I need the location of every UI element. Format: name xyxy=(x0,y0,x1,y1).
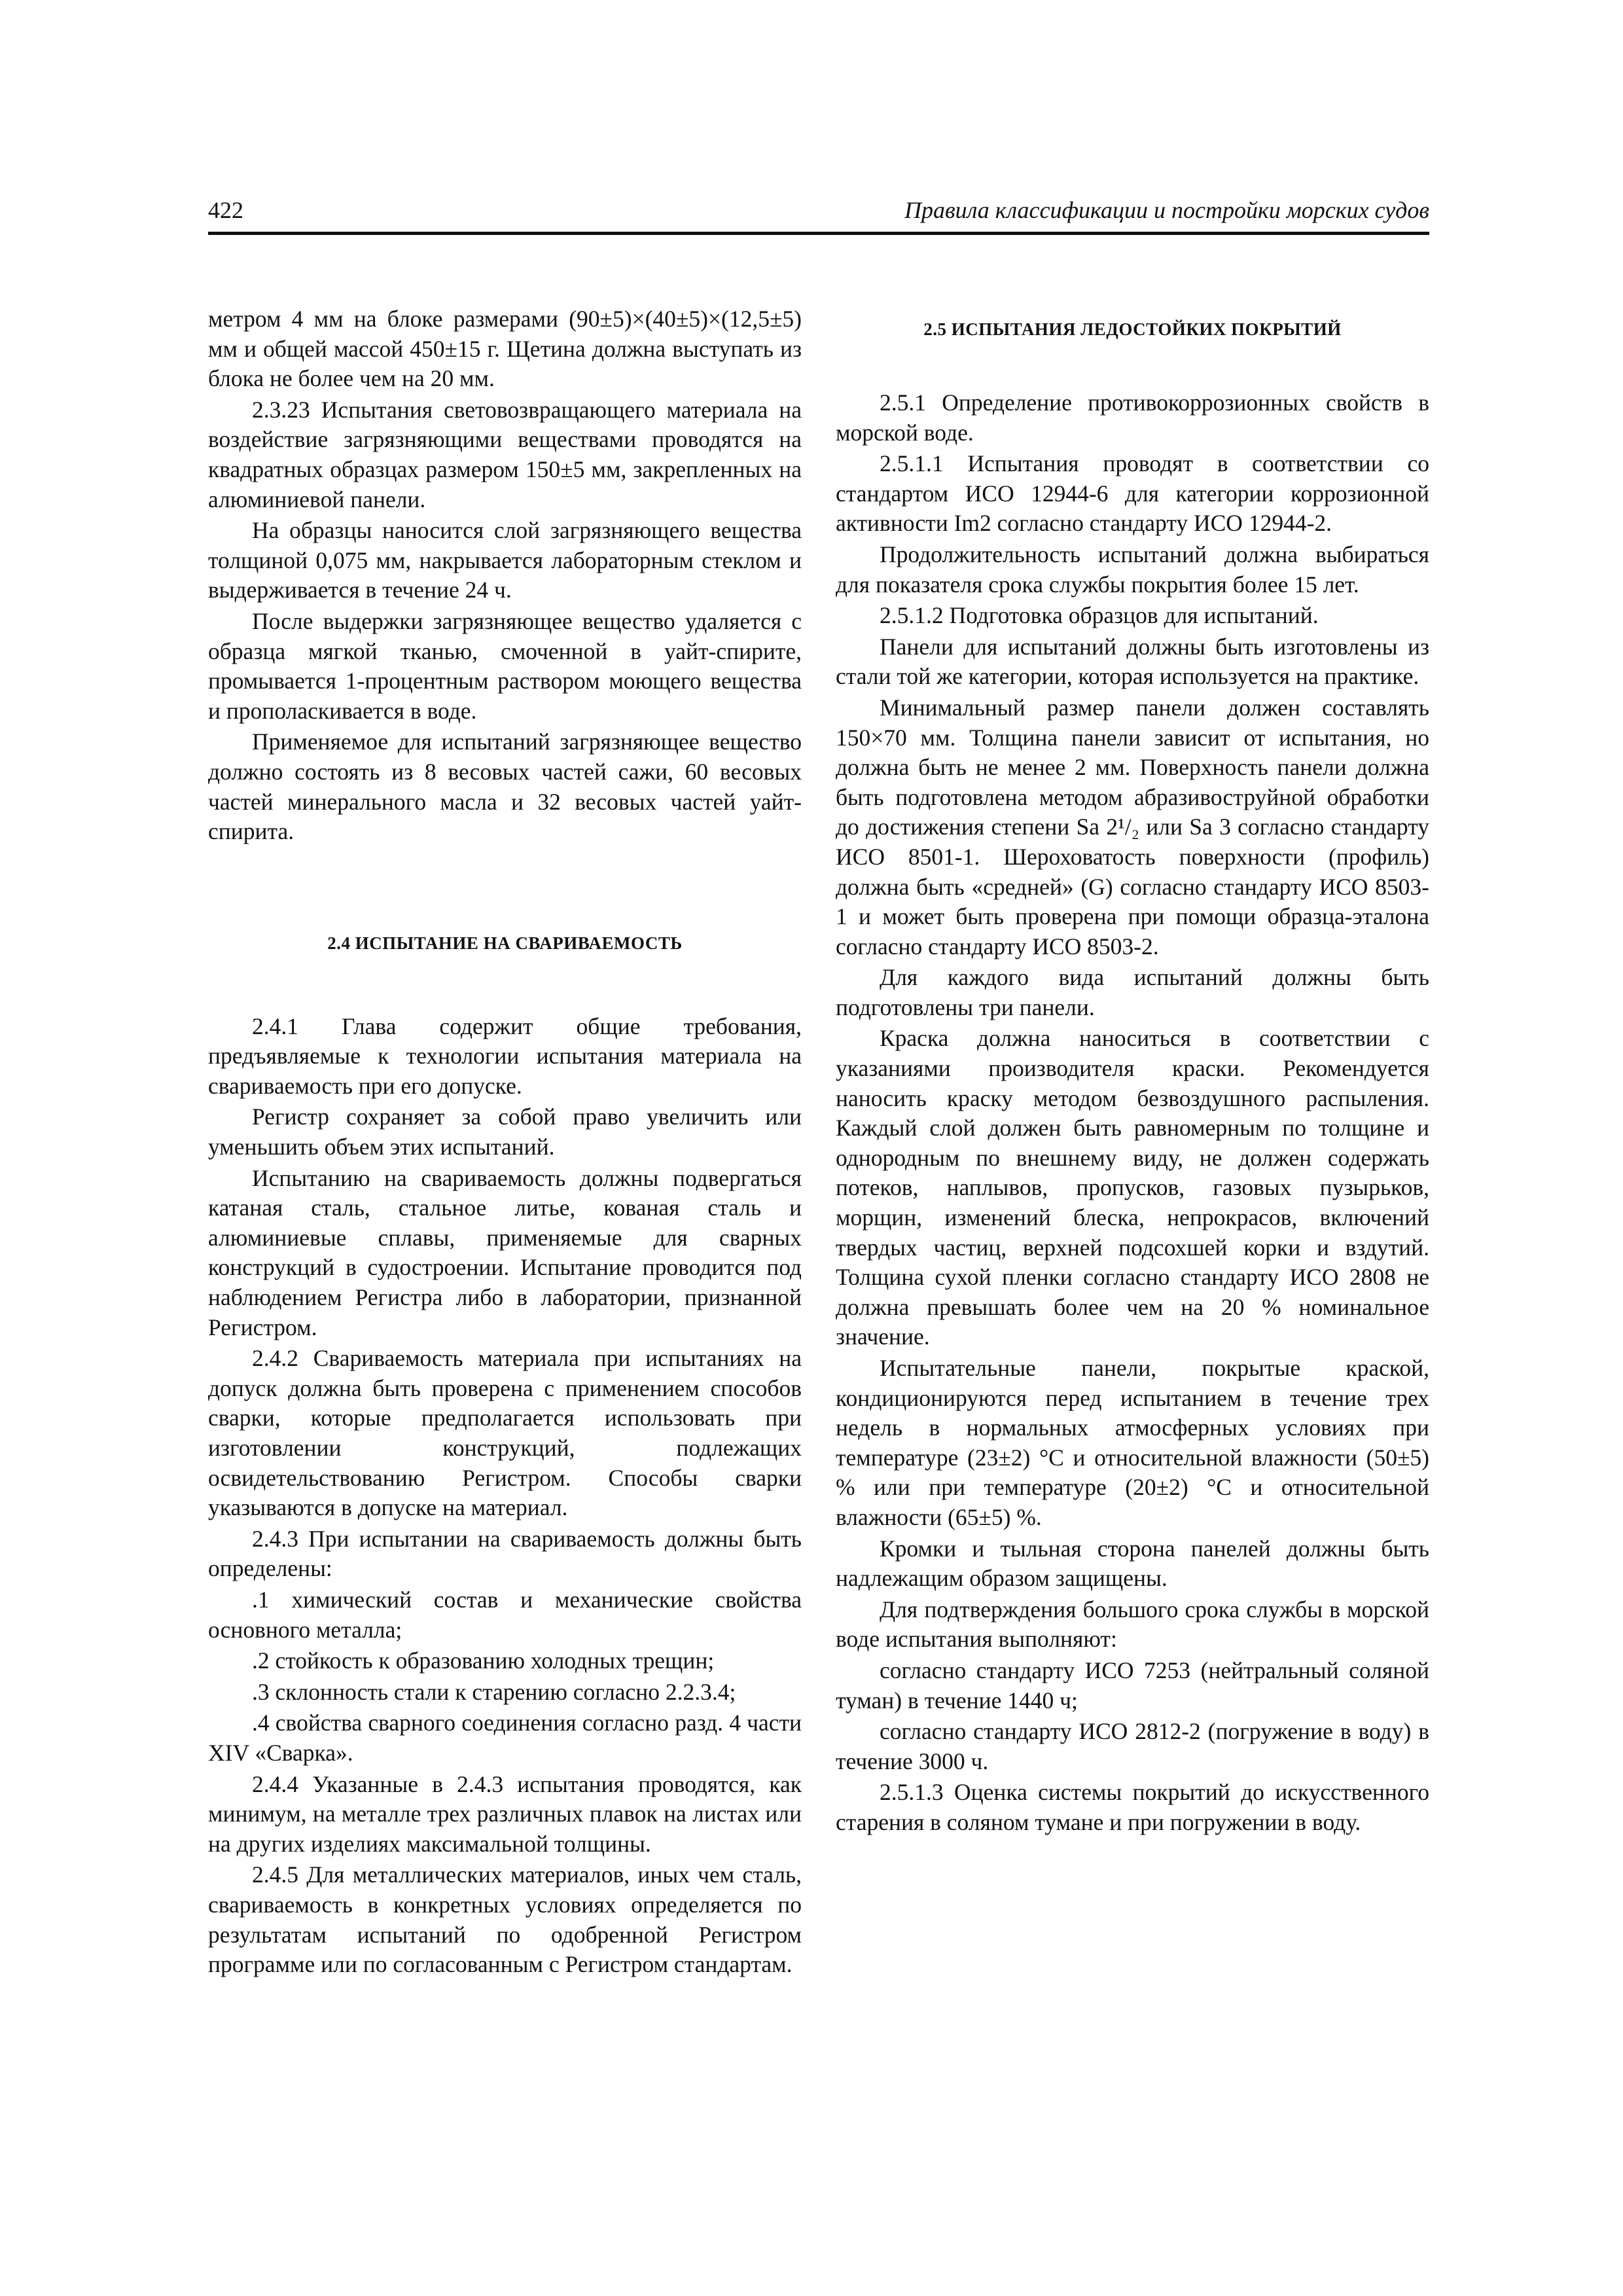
paragraph: Испытательные панели, покрытые краской, кондиционируются перед испытанием в течение трех недель в нормальных атмосферных условиях при температуре (23±2) °С и относительной влажности (50±5) % или при температуре (20±2) °С и относительной влажности (65±5) %. xyxy=(836,1355,1429,1530)
paragraph: Краска должна наноситься в соответствии с указаниями производителя краски. Рекомендуется наносить краску методом безвоздушного распыления. Каждый слой должен быть равномерным по толщине и однородным по внешнему виду, не должен содержать потеков, наплывов, пропусков, газовых пузырьков, морщин, изменений блеска, непрокрасов, включений твердых частиц, верхней подсохшей корки и вздутий. Толщина сухой пленки согласно стандарту ИСО 2808 не должна превышать более чем на 20 % номинальное значение. xyxy=(836,1025,1429,1350)
paragraph: 2.5.1.3 Оценка системы покрытий до искусственного старения в соляном тумане и при погружении в воду. xyxy=(836,1779,1429,1835)
paragraph: 2.4.3 При испытании на свариваемость должны быть определены: xyxy=(208,1525,802,1582)
list-item: .1 химический состав и механические свойства основного металла; xyxy=(208,1586,802,1643)
page-header xyxy=(208,196,1429,234)
paragraph: 2.4.4 Указанные в 2.4.3 испытания проводятся, как минимум, на металле трех различных плавок на листах или на других изделиях максимальной толщины. xyxy=(208,1770,802,1857)
paragraph: На образцы наносится слой загрязняющего вещества толщиной 0,075 мм, накрывается лабораторным стеклом и выдерживается в течение 24 ч. xyxy=(208,517,802,603)
paragraph: Испытанию на свариваемость должны подвергаться катаная сталь, стальное литье, кованая сталь и алюминиевые сплавы, применяемые для сварных конструкций в судостроении. Испытание проводится под наблюдением Регистра либо в лаборатории, признанной Регистром. xyxy=(208,1164,802,1340)
page-number: 422 xyxy=(208,197,243,223)
paragraph: Продолжительность испытаний должна выбираться для показателя срока службы покрытия более 15 лет. xyxy=(836,541,1429,598)
paragraph: 2.5.1.2 Подготовка образцов для испытаний. xyxy=(880,602,1319,629)
left-column xyxy=(208,304,802,1981)
running-title: Правила классификации и постройки морских судов xyxy=(904,197,1429,223)
paragraph: 2.4.1 Глава содержит общие требования, предъявляемые к технологии испытания материала на свариваемость при его допуске. xyxy=(208,1013,802,1099)
paragraph: Применяемое для испытаний загрязняющее вещество должно состоять из 8 весовых частей сажи, 60 весовых частей минерального масла и 32 весовых частей уайт-спирита. xyxy=(208,728,802,845)
section-heading: 2.4 ИСПЫТАНИЕ НА СВАРИВАЕМОСТЬ xyxy=(327,933,683,953)
paragraph: 2.5.1.1 Испытания проводят в соответствии со стандартом ИСО 12944-6 для категории коррозионной активности Im2 согласно стандарту ИСО 12944-2. xyxy=(836,450,1429,537)
paragraph: Панели для испытаний должны быть изготовлены из стали той же категории, которая используется на практике. xyxy=(836,633,1429,690)
paragraph: согласно стандарту ИСО 2812-2 (погружение в воду) в течение 3000 ч. xyxy=(836,1718,1429,1774)
paragraph: согласно стандарту ИСО 7253 (нейтральный соляной туман) в течение 1440 ч; xyxy=(836,1657,1429,1713)
paragraph: 2.4.5 Для металлических материалов, иных чем сталь, свариваемость в конкретных условиях определяется по результатам испытаний по одобренной Регистром программе или по согласованным с Регистром стандартам. xyxy=(208,1861,802,1978)
paragraph: Для каждого вида испытаний должны быть подготовлены три панели. xyxy=(836,964,1429,1020)
paragraph: 2.3.23 Испытания световозвращающего материала на воздействие загрязняющими веществами проводятся на квадратных образцах размером 150±5 мм, закрепленных на алюминиевой панели. xyxy=(208,396,802,512)
paragraph: Кромки и тыльная сторона панелей должны быть надлежащим образом защищены. xyxy=(836,1535,1429,1592)
list-item: .3 склонность стали к старению согласно 2.2.3.4; xyxy=(252,1678,736,1705)
paragraph: Регистр сохраняет за собой право увеличить или уменьшить объем этих испытаний. xyxy=(208,1103,802,1160)
section-heading: 2.5 ИСПЫТАНИЯ ЛЕДОСТОЙКИХ ПОКРЫТИЙ xyxy=(923,319,1342,339)
paragraph: Для подтверждения большого срока службы в морской воде испытания выполняют: xyxy=(836,1596,1429,1653)
header-rule xyxy=(208,232,1429,235)
paragraph: После выдержки загрязняющее вещество удаляется с образца мягкой тканью, смоченной в уайт-спирите, промывается 1-процентным раствором моющего вещества и прополаскивается в воде. xyxy=(208,607,802,724)
list-item: .4 свойства сварного соединения согласно разд. 4 части XIV «Сварка». xyxy=(208,1710,802,1766)
list-item: .2 стойкость к образованию холодных трещин; xyxy=(252,1647,715,1674)
paragraph: метром 4 мм на блоке размерами (90±5)×(40±5)×(12,5±5) мм и общей массой 450±15 г. Щетина должна выступать из блока не более чем на 20 мм. xyxy=(208,306,802,392)
paragraph: 2.4.2 Свариваемость материала при испытаниях на допуск должна быть проверена с применением способов сварки, которые предполагается использовать при изготовлении конструкций, подлежащих освидетельствованию Регистром. Способы сварки указываются в допуске на материал. xyxy=(208,1345,802,1521)
paragraph: 2.5.1 Определение противокоррозионных свойств в морской воде. xyxy=(836,389,1429,446)
paragraph: Минимальный размер панели должен составлять 150×70 мм. Толщина панели зависит от испытания, но должна быть не менее 2 мм. Поверхность панели должна быть подготовлена методом абразивоструйной обработки до достижения степени Sa 2¹/₂ или Sa 3 согласно стандарту ИСО 8501-1. Шероховатость поверхности (профиль) должна быть «средней» (G) согласно стандарту ИСО 8503-1 и может быть проверена при помощи образца-эталона согласно стандарту ИСО 8503-2. xyxy=(836,694,1429,960)
right-column xyxy=(836,304,1429,1839)
